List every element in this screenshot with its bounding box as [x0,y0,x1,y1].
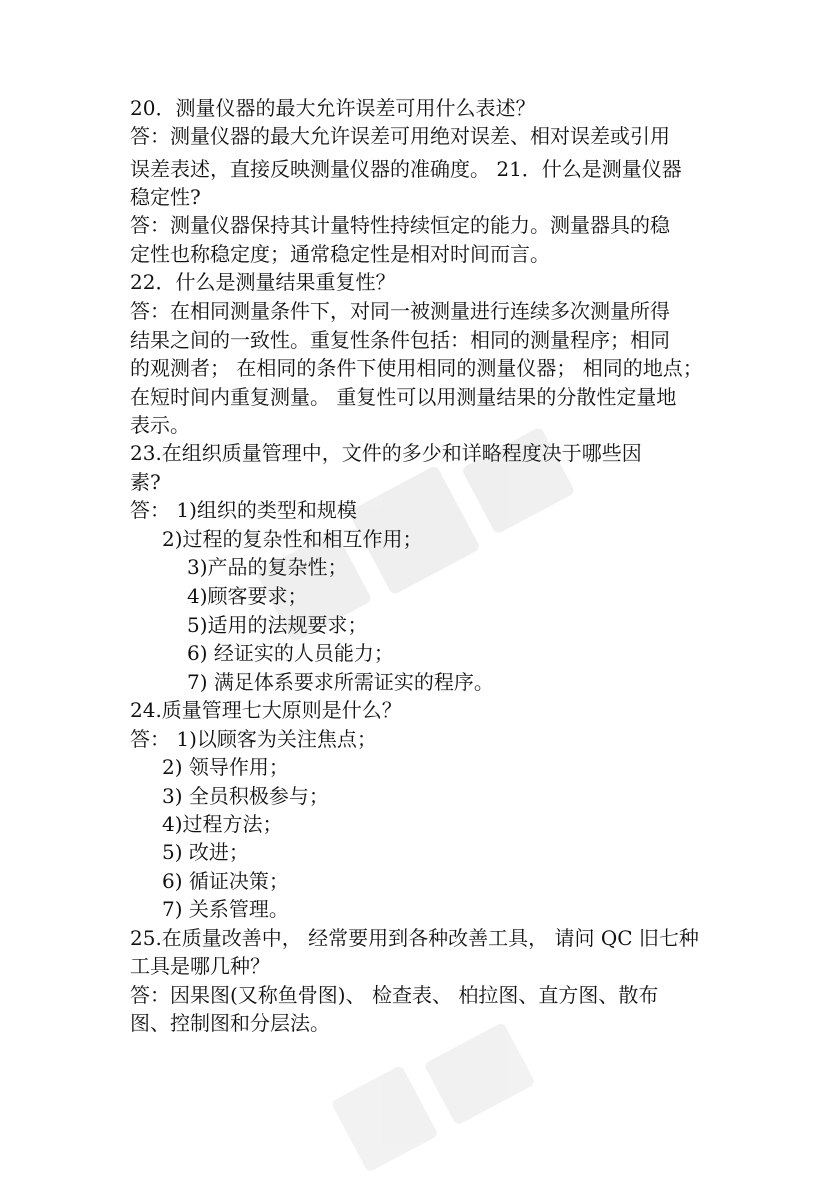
watermark-logo-bottom [326,999,554,1190]
q23-title-cont: 素? [130,470,161,494]
q20-answer-line-1: 答：测量仪器的最大允许误差可用绝对误差、相对误差或引用 [130,124,670,148]
q25-answer-line-2: 图、控制图和分层法。 [130,1011,330,1035]
q20-answer-line-2: 误差表述，直接反映测量仪器的准确度。 21．什么是测量仪器 [130,157,682,181]
q24-item-6: 6) 循证决策； [162,869,289,893]
q20-title: 20．测量仪器的最大允许误差可用什么表述？ [130,96,536,120]
q23-item-7: 7) 满足体系要求所需证实的程序。 [187,670,494,694]
q24-item-7: 7) 关系管理。 [162,897,289,921]
q25-answer-line-1: 答：因果图(又称鱼骨图)、 检查表、 柏拉图、直方图、散布 [130,983,659,1007]
q24-item-4: 4)过程方法； [162,812,283,836]
q21-title-cont: 稳定性? [130,185,201,209]
q24-item-5: 5) 改进； [162,840,249,864]
q25-title-cont: 工具是哪几种？ [130,954,270,978]
q21-answer-line-2: 定性也称稳定度；通常稳定性是相对时间而言。 [130,242,550,266]
q22-answer-line-4: 在短时间内重复测量。 重复性可以用测量结果的分散性定量地 [130,385,677,409]
q22-answer-line-5: 表示。 [130,413,190,437]
q23-item-5: 5)适用的法规要求； [187,613,368,637]
q23-item-3: 3)产品的复杂性； [187,555,348,579]
q24-item-1: 答： 1)以顾客为关注焦点； [130,727,377,751]
q22-answer-line-2: 结果之间的一致性。重复性条件包括：相同的测量程序；相同 [130,328,670,352]
q23-item-1: 答： 1)组织的类型和规模 [130,498,357,522]
q23-title: 23.在组织质量管理中，文件的多少和详略程度决于哪些因 [130,441,642,465]
q21-answer-line-1: 答：测量仪器保持其计量特性持续恒定的能力。测量器具的稳 [130,213,670,237]
q24-title: 24.质量管理七大原则是什么？ [130,698,402,722]
q23-item-2: 2)过程的复杂性和相互作用； [162,527,423,551]
q25-title: 25.在质量改善中， 经常要用到各种改善工具， 请问 QC 旧七种 [130,926,699,950]
q23-item-4: 4)顾客要求； [187,584,308,608]
q24-item-2: 2) 领导作用； [162,755,289,779]
q22-answer-line-1: 答：在相同测量条件下，对同一被测量进行连续多次测量所得 [130,299,670,323]
q23-item-6: 6) 经证实的人员能力； [187,641,394,665]
q22-title: 22．什么是测量结果重复性？ [130,270,396,294]
q24-item-3: 3) 全员积极参与； [162,784,329,808]
q22-answer-line-3: 的观测者； 在相同的条件下使用相同的测量仪器； 相同的地点； [130,356,703,380]
